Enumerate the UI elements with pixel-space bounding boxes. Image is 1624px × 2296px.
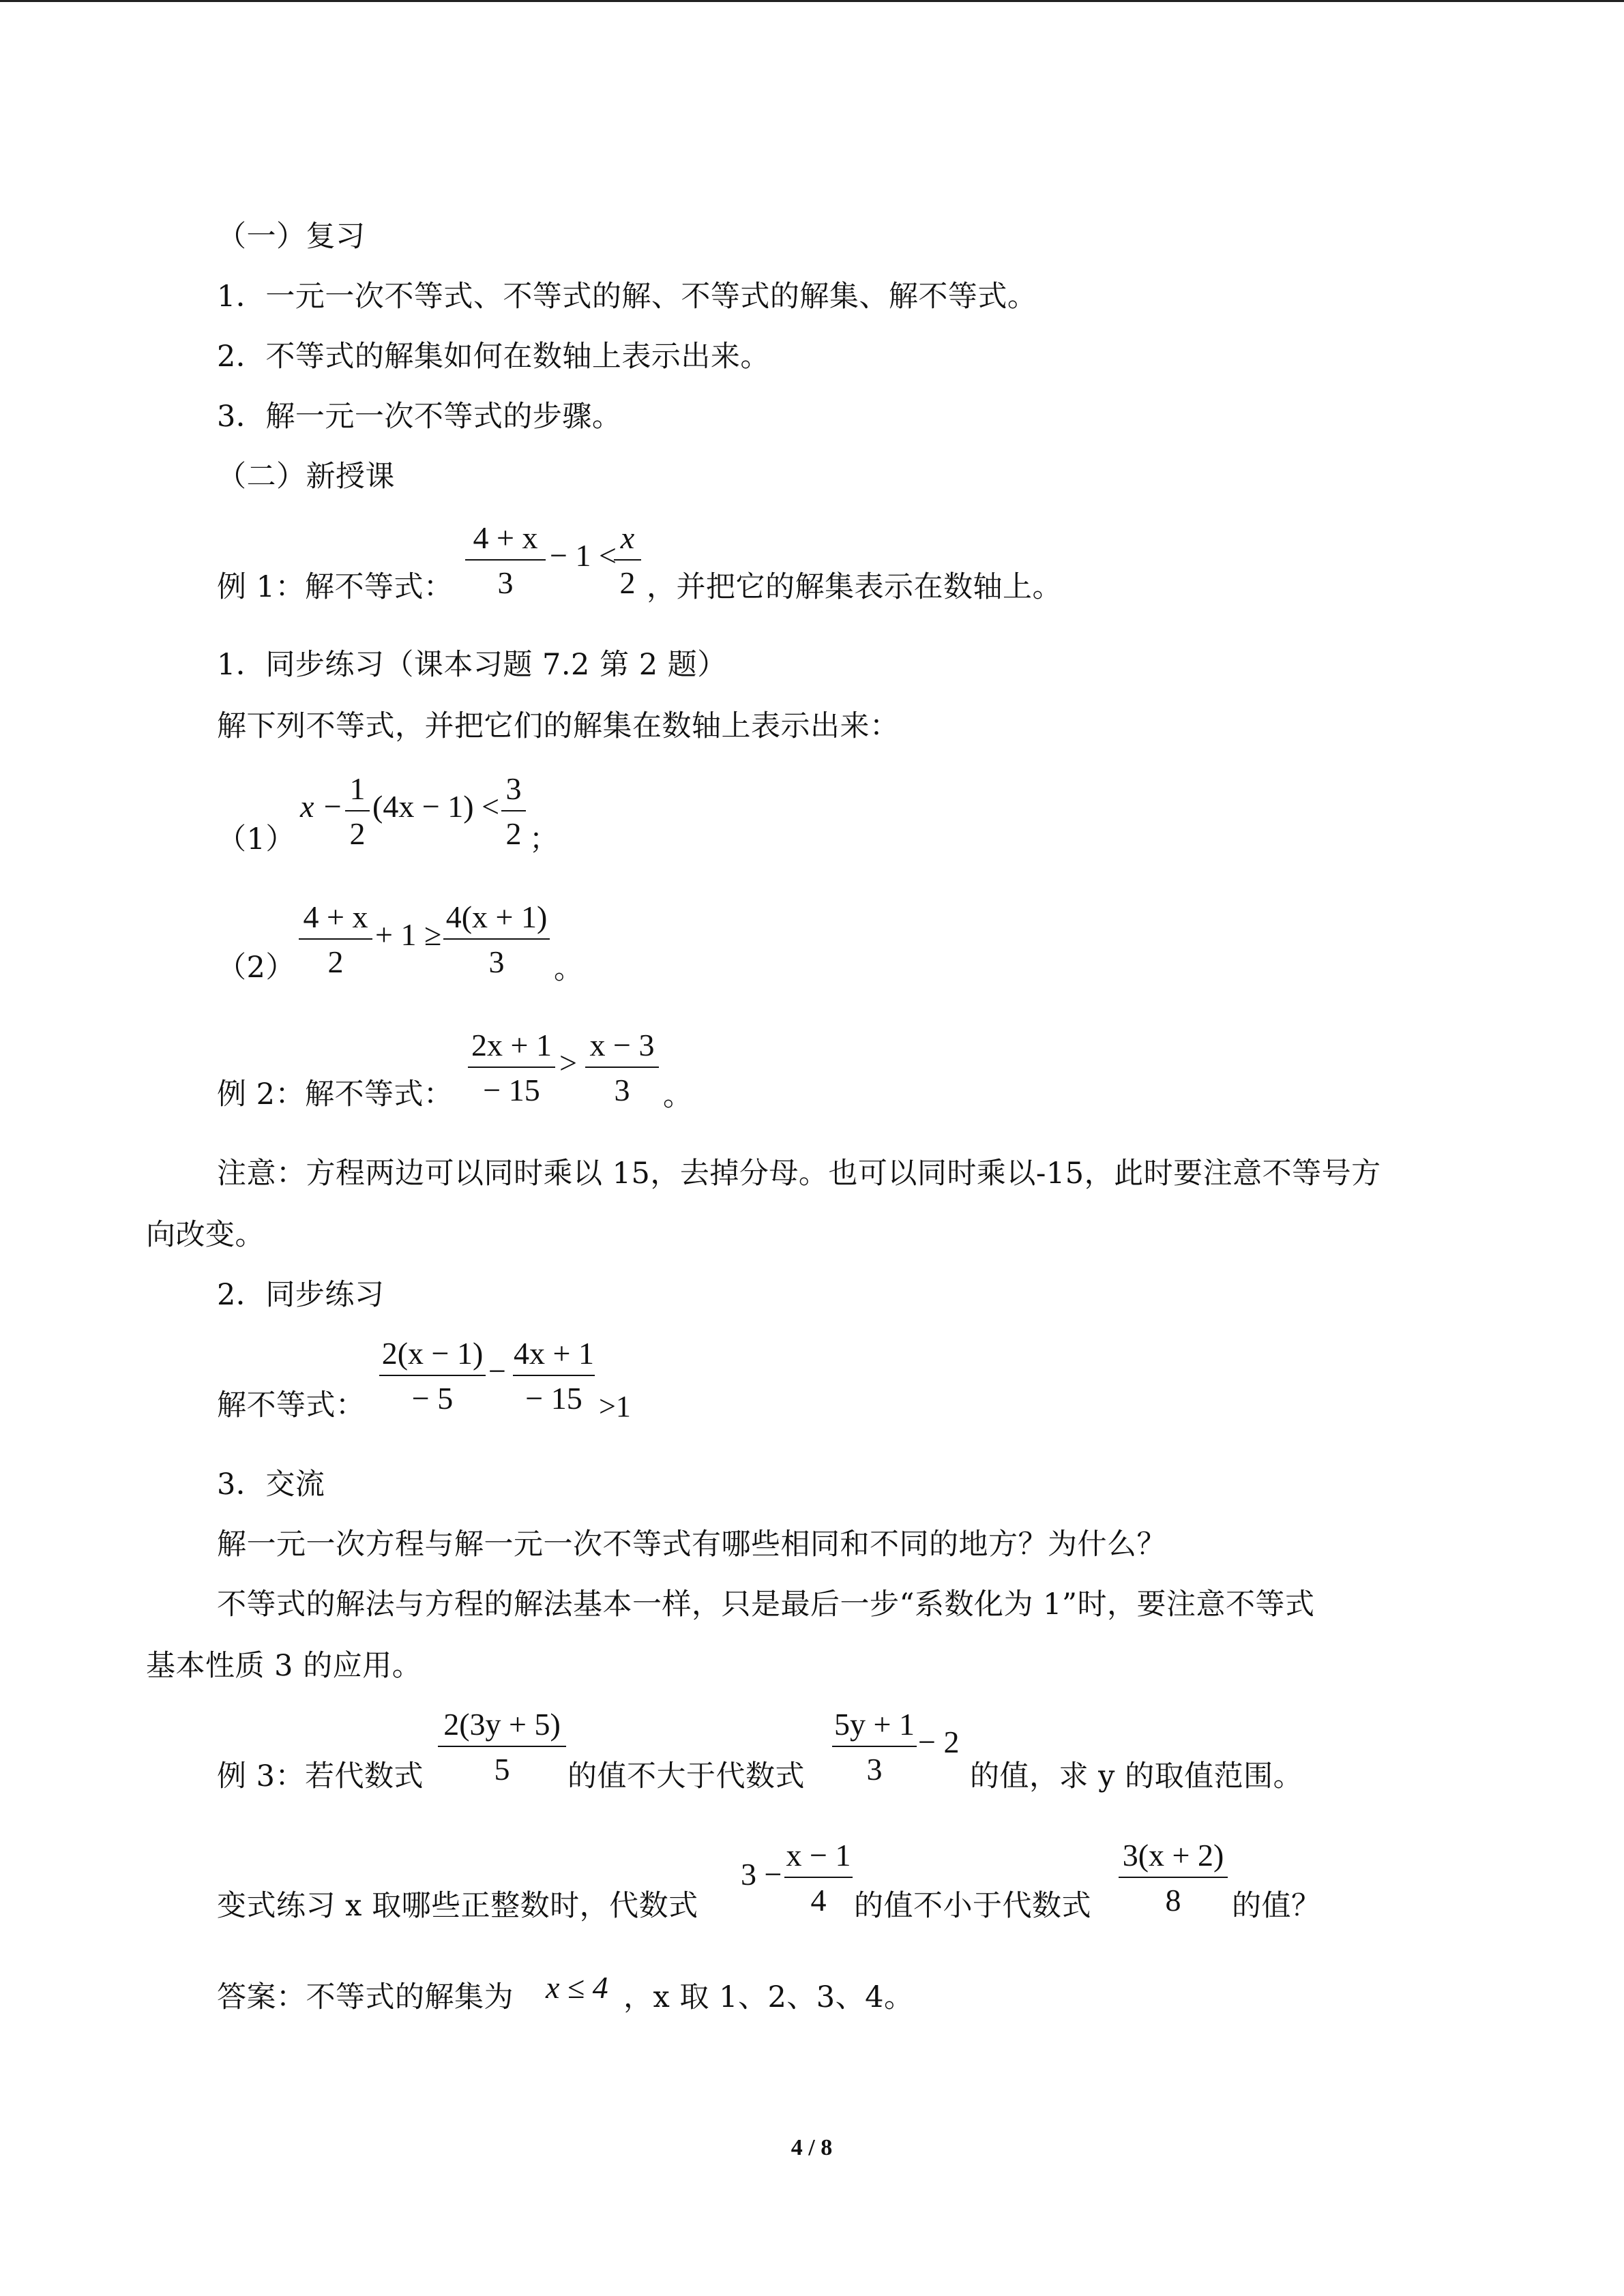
example-3-tail: 的值，求 y 的取值范围。 xyxy=(970,1759,1303,1793)
example-1-operator: − 1 < xyxy=(550,538,617,573)
fraction-bar xyxy=(438,1746,566,1747)
fraction-numerator: 5y + 1 xyxy=(834,1707,915,1742)
example-1-fraction-1 xyxy=(465,521,546,600)
practice-1-title: 1．同步练习（课本习题 7.2 第 2 题） xyxy=(217,648,727,682)
fraction-denominator: 3 xyxy=(866,1752,883,1787)
fraction-denominator: − 15 xyxy=(483,1073,540,1107)
fraction-bar xyxy=(585,1067,659,1068)
note-line-1: 注意：方程两边可以同时乘以 15，去掉分母。也可以同时乘以-15，此时要注意不等号方 xyxy=(217,1157,1381,1191)
example-3-fraction-2 xyxy=(832,1708,917,1787)
fraction-denominator: 3 xyxy=(497,565,514,600)
fraction-denominator: 5 xyxy=(494,1752,510,1787)
exchange-answer-line-2: 基本性质 3 的应用。 xyxy=(146,1649,422,1683)
review-heading: （一）复习 xyxy=(217,220,366,254)
practice-2-title: 2．同步练习 xyxy=(217,1278,385,1312)
example-1-label: 例 1：解不等式： xyxy=(217,570,454,604)
fraction-denominator: 2 xyxy=(619,565,636,600)
variant-fraction-2 xyxy=(1119,1838,1228,1918)
new-lesson-heading: （二）新授课 xyxy=(217,460,395,494)
practice-2-fraction-2 xyxy=(513,1337,595,1416)
review-item-1: 1．一元一次不等式、不等式的解、不等式的解集、解不等式。 xyxy=(217,280,1037,314)
page-number: 4 / 8 xyxy=(791,2135,833,2160)
item-1-fraction-1 xyxy=(345,772,370,851)
item-1-tail: ； xyxy=(529,822,559,856)
example-2-fraction-1 xyxy=(468,1028,555,1107)
example-2-operator: > xyxy=(559,1045,577,1080)
example-1-fraction-2 xyxy=(614,521,641,600)
fraction-bar xyxy=(345,810,370,811)
fraction-denominator: 8 xyxy=(1165,1883,1181,1918)
fraction-numerator: x xyxy=(620,520,635,555)
item-2-fraction-1 xyxy=(299,900,372,979)
fraction-bar xyxy=(784,1877,853,1878)
fraction-numerator: 2(3y + 5) xyxy=(443,1707,561,1742)
fraction-numerator: 4 + x xyxy=(473,520,538,555)
practice-2-label: 解不等式： xyxy=(217,1388,366,1422)
fraction-numerator: x − 3 xyxy=(589,1028,655,1062)
fraction-numerator: 3 xyxy=(505,771,522,806)
answer-expression: x ≤ 4 xyxy=(546,1970,608,2005)
example-1-tail: ，并把它的解集表示在数轴上。 xyxy=(647,570,1062,604)
item-1-middle: (4x − 1) < xyxy=(372,789,500,824)
fraction-bar xyxy=(379,1375,486,1376)
practice-2-operator: − xyxy=(488,1354,506,1388)
fraction-bar xyxy=(443,938,550,940)
fraction-numerator: 3(x + 2) xyxy=(1122,1838,1224,1873)
answer-tail: ，x 取 1、2、3、4。 xyxy=(623,1980,914,2014)
item-2-label: （2） xyxy=(217,951,295,985)
exchange-answer-line-1: 不等式的解法与方程的解法基本一样，只是最后一步“系数化为 1”时，要注意不等式 xyxy=(217,1587,1315,1622)
fraction-denominator: − 5 xyxy=(411,1381,454,1416)
item-1-fraction-2 xyxy=(501,772,526,851)
variant-fraction-1 xyxy=(784,1838,853,1918)
fraction-bar xyxy=(465,559,546,561)
example-3-middle-text: 的值不大于代数式 xyxy=(567,1759,805,1793)
fraction-denominator: 3 xyxy=(488,944,505,979)
fraction-numerator: 1 xyxy=(349,771,366,806)
fraction-bar xyxy=(299,938,372,940)
fraction-denominator: 4 xyxy=(810,1883,827,1918)
answer-label: 答案：不等式的解集为 xyxy=(217,1980,514,2014)
fraction-numerator: 2(x − 1) xyxy=(381,1336,484,1371)
review-item-2: 2．不等式的解集如何在数轴上表示出来。 xyxy=(217,340,770,374)
fraction-denominator: 2 xyxy=(327,944,344,979)
item-1-label: （1） xyxy=(217,822,295,856)
fraction-numerator: 4(x + 1) xyxy=(445,899,548,934)
practice-2-tail: >1 xyxy=(599,1390,631,1423)
example-2-fraction-2 xyxy=(585,1028,659,1107)
note-line-2: 向改变。 xyxy=(146,1218,265,1252)
fraction-denominator: − 15 xyxy=(525,1381,582,1416)
fraction-bar xyxy=(614,559,641,561)
fraction-numerator: 4x + 1 xyxy=(514,1336,594,1371)
example-2-tail: 。 xyxy=(663,1079,693,1113)
fraction-denominator: 2 xyxy=(505,816,522,851)
fraction-denominator: 2 xyxy=(349,816,366,851)
fraction-denominator: 3 xyxy=(614,1073,630,1107)
fraction-bar xyxy=(832,1746,917,1747)
variant-middle-text: 的值不小于代数式 xyxy=(854,1889,1091,1923)
example-3-fraction-1 xyxy=(438,1708,566,1787)
fraction-bar xyxy=(513,1375,595,1376)
review-item-3: 3．解一元一次不等式的步骤。 xyxy=(217,400,622,434)
variant-label: 变式练习 x 取哪些正整数时，代数式 xyxy=(217,1889,698,1923)
variant-prefix: 3 − xyxy=(741,1857,782,1892)
practice-2-fraction-1 xyxy=(379,1337,486,1416)
fraction-numerator: 4 + x xyxy=(303,899,368,934)
exchange-question: 解一元一次方程与解一元一次不等式有哪些相同和不同的地方？为什么？ xyxy=(217,1527,1166,1562)
fraction-bar xyxy=(1119,1877,1228,1878)
example-2-label: 例 2：解不等式： xyxy=(217,1077,454,1112)
item-2-tail: 。 xyxy=(554,952,584,986)
item-2-fraction-2 xyxy=(443,900,550,979)
top-border xyxy=(0,0,1624,2)
fraction-bar xyxy=(468,1067,555,1068)
practice-1-instruction: 解下列不等式，并把它们的解集在数轴上表示出来： xyxy=(217,709,900,743)
example-3-label: 例 3：若代数式 xyxy=(217,1759,424,1793)
variant-tail: 的值？ xyxy=(1232,1889,1321,1923)
fraction-numerator: 2x + 1 xyxy=(471,1028,552,1062)
item-2-middle: + 1 ≥ xyxy=(375,917,442,952)
fraction-bar xyxy=(501,810,526,811)
exchange-title: 3．交流 xyxy=(217,1467,325,1502)
example-3-minus-two: − 2 xyxy=(918,1725,960,1759)
item-1-prefix: x − xyxy=(300,789,343,824)
fraction-numerator: x − 1 xyxy=(786,1838,851,1873)
